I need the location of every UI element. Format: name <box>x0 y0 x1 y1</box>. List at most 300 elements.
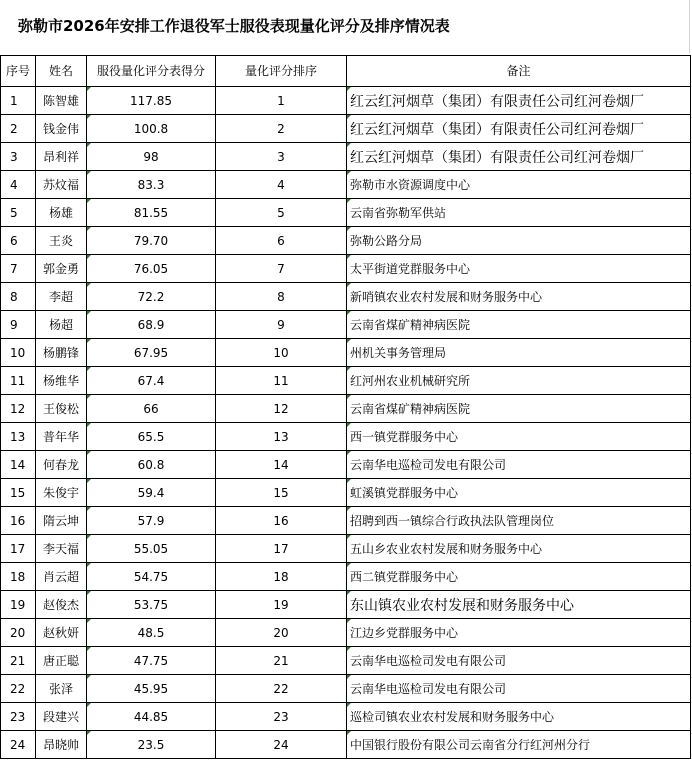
cell-score <box>87 87 216 115</box>
cell-score <box>87 535 216 563</box>
cell-indicator-mark <box>347 143 351 147</box>
cell-name <box>36 115 87 143</box>
cell-indicator-mark <box>87 367 91 371</box>
cell-no <box>1 563 36 591</box>
cell-note-text: 红河州农业机械研究所 <box>350 374 471 388</box>
cell-score-text: 53.75 <box>133 597 169 612</box>
cell-name <box>36 423 87 451</box>
cell-score <box>87 479 216 507</box>
cell-no <box>1 87 36 115</box>
cell-rank <box>216 115 347 143</box>
cell-indicator-mark <box>87 283 91 287</box>
cell-note-text: 红云红河烟草（集团）有限责任公司红河卷烟厂 <box>350 93 644 110</box>
cell-score <box>87 647 216 675</box>
cell-rank <box>216 171 347 199</box>
cell-score-text: 60.8 <box>137 457 165 472</box>
cell-no <box>1 451 36 479</box>
cell-score-text: 57.9 <box>137 513 165 528</box>
cell-name <box>36 591 87 619</box>
cell-score-text: 68.9 <box>137 317 165 332</box>
cell-no <box>1 283 36 311</box>
cell-score <box>87 255 216 283</box>
cell-no <box>1 255 36 283</box>
cell-no-text: 3 <box>10 149 18 164</box>
cell-indicator-mark <box>347 311 351 315</box>
cell-indicator-mark <box>87 591 91 595</box>
cell-score-text: 23.5 <box>137 737 165 752</box>
table-row <box>1 563 691 591</box>
cell-indicator-mark <box>87 199 91 203</box>
cell-no-text: 24 <box>10 737 26 752</box>
cell-no <box>1 115 36 143</box>
cell-score <box>87 731 216 759</box>
cell-no <box>1 507 36 535</box>
cell-no <box>1 227 36 255</box>
cell-name <box>36 171 87 199</box>
cell-no-text: 9 <box>10 317 18 332</box>
cell-indicator-mark <box>87 171 91 175</box>
cell-name <box>36 395 87 423</box>
cell-indicator-mark <box>87 423 91 427</box>
cell-note <box>347 507 691 535</box>
cell-rank-text: 20 <box>273 625 289 640</box>
cell-name-text: 杨雄 <box>48 206 73 220</box>
cell-name-text: 李超 <box>48 290 73 304</box>
table-row <box>1 423 691 451</box>
table-row <box>1 339 691 367</box>
cell-note-text: 新哨镇农业农村发展和财务服务中心 <box>350 290 543 304</box>
cell-score <box>87 339 216 367</box>
cell-score <box>87 143 216 171</box>
cell-note <box>347 87 691 115</box>
cell-score-text: 83.3 <box>137 177 165 192</box>
cell-no <box>1 479 36 507</box>
cell-name <box>36 367 87 395</box>
cell-no <box>1 199 36 227</box>
cell-note-text: 云南省煤矿精神病医院 <box>350 402 471 416</box>
table-row <box>1 115 691 143</box>
cell-score <box>87 115 216 143</box>
cell-no <box>1 591 36 619</box>
cell-note <box>347 731 691 759</box>
cell-note-text: 云南省弥勒军供站 <box>350 206 447 220</box>
cell-note-text: 招聘到西一镇综合行政执法队管理岗位 <box>350 514 555 528</box>
cell-name <box>36 675 87 703</box>
cell-rank <box>216 311 347 339</box>
cell-name-text: 杨维华 <box>42 374 79 388</box>
cell-name-text: 陈智雄 <box>42 94 79 108</box>
cell-score <box>87 675 216 703</box>
cell-note-text: 太平街道党群服务中心 <box>350 262 471 276</box>
cell-note-text: 西二镇党群服务中心 <box>350 570 459 584</box>
cell-rank <box>216 563 347 591</box>
cell-name <box>36 731 87 759</box>
cell-rank <box>216 675 347 703</box>
cell-note <box>347 171 691 199</box>
ranking-table <box>0 55 691 759</box>
table-row <box>1 143 691 171</box>
cell-note <box>347 563 691 591</box>
cell-score-text: 59.4 <box>137 485 165 500</box>
cell-rank <box>216 647 347 675</box>
table-row <box>1 535 691 563</box>
cell-indicator-mark <box>87 675 91 679</box>
cell-rank <box>216 395 347 423</box>
cell-note <box>347 619 691 647</box>
cell-rank <box>216 451 347 479</box>
cell-name <box>36 507 87 535</box>
table-row <box>1 227 691 255</box>
cell-note-text: 东山镇农业农村发展和财务服务中心 <box>350 597 574 614</box>
cell-rank-text: 16 <box>273 513 289 528</box>
header-row <box>1 56 691 87</box>
header-no: 序号 <box>1 56 36 87</box>
cell-no <box>1 171 36 199</box>
cell-name-text: 昂晓帅 <box>42 738 79 752</box>
cell-indicator-mark <box>87 647 91 651</box>
cell-score <box>87 199 216 227</box>
cell-score-text: 76.05 <box>133 261 169 276</box>
cell-no-text: 2 <box>10 121 18 136</box>
cell-name <box>36 283 87 311</box>
cell-score-text: 47.75 <box>133 653 169 668</box>
cell-rank-text: 19 <box>273 597 289 612</box>
cell-indicator-mark <box>87 255 91 259</box>
cell-indicator-mark <box>87 143 91 147</box>
cell-no <box>1 535 36 563</box>
cell-rank <box>216 703 347 731</box>
cell-rank <box>216 423 347 451</box>
cell-note <box>347 143 691 171</box>
cell-indicator-mark <box>87 395 91 399</box>
cell-name-text: 杨超 <box>48 318 73 332</box>
cell-note <box>347 703 691 731</box>
cell-note <box>347 647 691 675</box>
cell-note <box>347 227 691 255</box>
cell-rank <box>216 227 347 255</box>
cell-name-text: 何春龙 <box>42 458 79 472</box>
cell-note-text: 虹溪镇党群服务中心 <box>350 486 459 500</box>
cell-indicator-mark <box>347 395 351 399</box>
cell-name-text: 苏炆福 <box>42 178 79 192</box>
cell-name <box>36 227 87 255</box>
cell-name-text: 肖云超 <box>42 570 79 584</box>
cell-score-text: 48.5 <box>137 625 165 640</box>
cell-indicator-mark <box>347 423 351 427</box>
cell-no <box>1 143 36 171</box>
cell-no <box>1 395 36 423</box>
cell-indicator-mark <box>347 619 351 623</box>
cell-rank <box>216 535 347 563</box>
cell-rank-text: 5 <box>277 205 285 220</box>
cell-score <box>87 367 216 395</box>
table-body <box>1 87 691 759</box>
cell-indicator-mark <box>87 115 91 119</box>
cell-name <box>36 535 87 563</box>
cell-no-text: 13 <box>10 429 26 444</box>
cell-note-text: 州机关事务管理局 <box>350 346 447 360</box>
header-score <box>87 56 216 87</box>
header-name: 姓名 <box>36 56 87 87</box>
cell-name <box>36 647 87 675</box>
cell-name-text: 王俊松 <box>42 402 79 416</box>
cell-no <box>1 311 36 339</box>
cell-name <box>36 619 87 647</box>
cell-rank <box>216 255 347 283</box>
cell-rank-text: 17 <box>273 541 289 556</box>
cell-no <box>1 703 36 731</box>
cell-note <box>347 423 691 451</box>
cell-score <box>87 619 216 647</box>
cell-rank <box>216 367 347 395</box>
cell-indicator-mark <box>87 227 91 231</box>
cell-rank-text: 7 <box>277 261 285 276</box>
cell-indicator-mark <box>347 535 351 539</box>
header-note: 备注 <box>347 56 691 87</box>
cell-note-text: 红云红河烟草（集团）有限责任公司红河卷烟厂 <box>350 149 644 166</box>
cell-score-text: 117.85 <box>130 93 172 108</box>
cell-note <box>347 451 691 479</box>
cell-no-text: 5 <box>10 205 18 220</box>
cell-name <box>36 143 87 171</box>
cell-score <box>87 563 216 591</box>
cell-score-text: 67.4 <box>137 373 165 388</box>
table-row <box>1 451 691 479</box>
table-row <box>1 395 691 423</box>
table-row <box>1 675 691 703</box>
cell-rank <box>216 339 347 367</box>
cell-note <box>347 199 691 227</box>
cell-indicator-mark <box>87 507 91 511</box>
cell-name <box>36 703 87 731</box>
cell-rank <box>216 619 347 647</box>
cell-no-text: 19 <box>10 597 26 612</box>
cell-note <box>347 591 691 619</box>
cell-note <box>347 395 691 423</box>
cell-score-text: 72.2 <box>137 289 165 304</box>
cell-score-text: 66 <box>143 401 159 416</box>
cell-score <box>87 451 216 479</box>
cell-rank-text: 8 <box>277 289 285 304</box>
table-row <box>1 647 691 675</box>
cell-no-text: 16 <box>10 513 26 528</box>
cell-name-text: 杨鹏锋 <box>42 346 79 360</box>
cell-no-text: 8 <box>10 289 18 304</box>
cell-note <box>347 675 691 703</box>
cell-score-text: 100.8 <box>133 121 169 136</box>
cell-rank-text: 22 <box>273 681 289 696</box>
cell-name <box>36 87 87 115</box>
cell-rank-text: 3 <box>277 149 285 164</box>
cell-indicator-mark <box>87 535 91 539</box>
cell-indicator-mark <box>347 171 351 175</box>
cell-indicator-mark <box>347 591 351 595</box>
cell-indicator-mark <box>347 87 351 91</box>
cell-name <box>36 311 87 339</box>
table-row <box>1 199 691 227</box>
cell-note-text: 西一镇党群服务中心 <box>350 430 459 444</box>
cell-rank <box>216 87 347 115</box>
cell-note <box>347 367 691 395</box>
cell-score <box>87 227 216 255</box>
cell-no-text: 18 <box>10 569 26 584</box>
cell-no <box>1 619 36 647</box>
cell-no-text: 10 <box>10 345 26 360</box>
cell-note-text: 云南华电巡检司发电有限公司 <box>350 682 507 696</box>
cell-note-text: 弥勒市水资源调度中心 <box>350 178 471 192</box>
cell-score <box>87 283 216 311</box>
cell-indicator-mark <box>347 479 351 483</box>
cell-name-text: 段建兴 <box>42 710 79 724</box>
cell-indicator-mark <box>87 703 91 707</box>
cell-rank <box>216 731 347 759</box>
cell-rank <box>216 143 347 171</box>
cell-indicator-mark <box>347 731 351 735</box>
cell-indicator-mark <box>87 339 91 343</box>
cell-no-text: 22 <box>10 681 26 696</box>
cell-name-text: 隋云坤 <box>42 514 79 528</box>
cell-rank-text: 4 <box>277 177 285 192</box>
header-rank: 量化评分排序 <box>216 56 347 87</box>
cell-no-text: 14 <box>10 457 26 472</box>
cell-name-text: 朱俊宇 <box>42 486 79 500</box>
cell-rank-text: 18 <box>273 569 289 584</box>
cell-indicator-mark <box>347 283 351 287</box>
cell-score <box>87 507 216 535</box>
cell-name-text: 赵俊杰 <box>42 598 79 612</box>
cell-rank-text: 2 <box>277 121 285 136</box>
cell-name-text: 王炎 <box>48 234 73 248</box>
cell-note-text: 弥勒公路分局 <box>350 234 423 248</box>
cell-score-text: 44.85 <box>133 709 169 724</box>
cell-indicator-mark <box>347 115 351 119</box>
cell-note-text: 五山乡农业农村发展和财务服务中心 <box>350 542 543 556</box>
cell-no-text: 15 <box>10 485 26 500</box>
cell-note-text: 云南省煤矿精神病医院 <box>350 318 471 332</box>
cell-name-text: 郭金勇 <box>42 262 79 276</box>
cell-note <box>347 255 691 283</box>
cell-score-text: 54.75 <box>133 569 169 584</box>
cell-indicator-mark <box>87 619 91 623</box>
cell-note-text: 云南华电巡检司发电有限公司 <box>350 458 507 472</box>
cell-rank-text: 10 <box>273 345 289 360</box>
table-row <box>1 255 691 283</box>
cell-no <box>1 731 36 759</box>
cell-note <box>347 535 691 563</box>
cell-note-text: 红云红河烟草（集团）有限责任公司红河卷烟厂 <box>350 121 644 138</box>
cell-name <box>36 451 87 479</box>
cell-indicator-mark <box>347 647 351 651</box>
cell-indicator-mark <box>347 507 351 511</box>
table-row <box>1 367 691 395</box>
cell-name <box>36 479 87 507</box>
cell-rank <box>216 591 347 619</box>
cell-indicator-mark <box>347 227 351 231</box>
cell-rank-text: 11 <box>273 373 289 388</box>
cell-score-text: 67.95 <box>133 345 169 360</box>
table-row <box>1 619 691 647</box>
cell-rank <box>216 507 347 535</box>
cell-no <box>1 647 36 675</box>
table-row <box>1 591 691 619</box>
cell-score <box>87 703 216 731</box>
cell-no <box>1 339 36 367</box>
cell-note-text: 中国银行股份有限公司云南省分行红河州分行 <box>350 738 591 752</box>
cell-note-text: 云南华电巡检司发电有限公司 <box>350 654 507 668</box>
cell-indicator-mark <box>347 255 351 259</box>
cell-score <box>87 591 216 619</box>
cell-rank-text: 6 <box>277 233 285 248</box>
table-row <box>1 731 691 759</box>
cell-no <box>1 423 36 451</box>
cell-rank-text: 1 <box>277 93 285 108</box>
table-row <box>1 703 691 731</box>
cell-rank-text: 12 <box>273 401 289 416</box>
cell-name-text: 张泽 <box>48 682 73 696</box>
cell-score <box>87 311 216 339</box>
table-row <box>1 87 691 115</box>
table-row <box>1 311 691 339</box>
cell-rank <box>216 283 347 311</box>
cell-indicator-mark <box>87 451 91 455</box>
cell-rank-text: 14 <box>273 457 289 472</box>
cell-name <box>36 255 87 283</box>
cell-rank <box>216 199 347 227</box>
cell-indicator-mark <box>87 479 91 483</box>
header-score-label: 服役量化评分表得分 <box>96 63 205 78</box>
table-row <box>1 479 691 507</box>
cell-score-text: 45.95 <box>133 681 169 696</box>
cell-indicator-mark <box>87 311 91 315</box>
cell-indicator-mark <box>347 563 351 567</box>
cell-no-text: 20 <box>10 625 26 640</box>
cell-note-text: 江边乡党群服务中心 <box>350 626 459 640</box>
cell-name <box>36 339 87 367</box>
cell-indicator-mark <box>347 339 351 343</box>
cell-name-text: 李天福 <box>42 542 79 556</box>
table-row <box>1 507 691 535</box>
cell-no <box>1 367 36 395</box>
cell-name-text: 赵秋妍 <box>42 626 79 640</box>
cell-no-text: 17 <box>10 541 26 556</box>
cell-note <box>347 115 691 143</box>
cell-score-text: 55.05 <box>133 541 169 556</box>
cell-name-text: 唐正聪 <box>42 654 79 668</box>
cell-rank-text: 13 <box>273 429 289 444</box>
cell-rank-text: 24 <box>273 737 289 752</box>
cell-name <box>36 563 87 591</box>
sheet-title: 弥勒市2026年安排工作退役军士服役表现量化评分及排序情况表 <box>0 0 690 53</box>
cell-no-text: 23 <box>10 709 26 724</box>
cell-no <box>1 675 36 703</box>
cell-rank-text: 23 <box>273 709 289 724</box>
cell-score-text: 65.5 <box>137 429 165 444</box>
cell-indicator-mark <box>87 87 91 91</box>
cell-name <box>36 199 87 227</box>
cell-note-text: 巡检司镇农业农村发展和财务服务中心 <box>350 710 555 724</box>
cell-note <box>347 311 691 339</box>
cell-score <box>87 171 216 199</box>
cell-name-text: 普年华 <box>42 430 79 444</box>
cell-no-text: 21 <box>10 653 26 668</box>
cell-indicator-mark <box>87 563 91 567</box>
cell-no-text: 12 <box>10 401 26 416</box>
cell-score <box>87 395 216 423</box>
cell-indicator-mark <box>87 731 91 735</box>
cell-name-text: 昂利祥 <box>42 150 79 164</box>
cell-score-text: 81.55 <box>133 205 169 220</box>
cell-no-text: 1 <box>10 93 18 108</box>
